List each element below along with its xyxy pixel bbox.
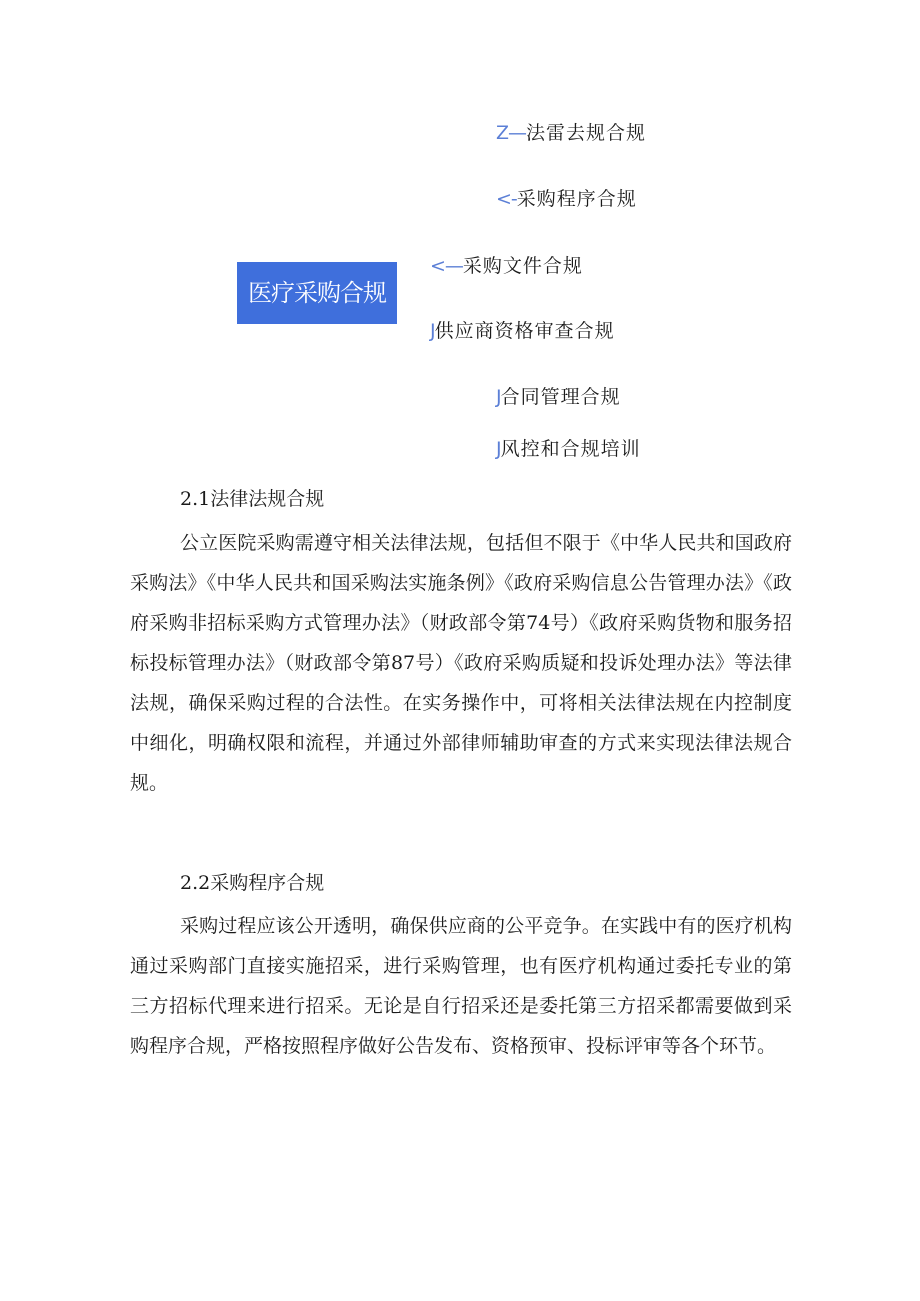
- section-heading-2-1: 2.1法律法规合规: [180, 488, 325, 510]
- section-heading-2-2: 2.2采购程序合规: [180, 872, 325, 894]
- branch-label: 法雷去规合规: [526, 122, 647, 144]
- diagram-root-box: 医疗采购合规: [237, 262, 397, 324]
- branch-connector: J: [496, 438, 501, 460]
- diagram-branch-supplier: [430, 316, 615, 343]
- branch-connector: J: [430, 320, 435, 342]
- section-paragraph-2-1: 公立医院采购需遵守相关法律法规，包括但不限于《中华人民共和国政府采购法》《中华人民共和国采购法实施条例》《政府采购信息公告管理办法》《政府采购非招标采购方式管理办法》（财政部令第74号）《政府采购货物和服务招标投标管理办法》（财政部令第87号）《政府采购质疑和投诉处理办法》等法律法规，确保采购过程的合法性。在实务操作中，可将相关法律法规在内控制度中细化，明确权限和流程，并通过外部律师辅助审查的方式来实现法律法规合规。: [130, 532, 792, 794]
- branch-connector: <—: [430, 255, 463, 277]
- branch-connector: J: [496, 386, 501, 408]
- branch-label: 合同管理合规: [500, 386, 621, 408]
- section-paragraph-2-2: 采购过程应该公开透明，确保供应商的公平竞争。在实践中有的医疗机构通过采购部门直接实施招采，进行采购管理，也有医疗机构通过委托专业的第三方招标代理来进行招采。无论是自行招采还是委托第三方招采都需要做到采购程序合规，严格按照程序做好公告发布、资格预审、投标评审等各个环节。: [130, 915, 792, 1057]
- diagram-branch-procedure: [496, 184, 637, 211]
- branch-connector: <-: [496, 188, 517, 210]
- diagram-branch-contract: [496, 382, 621, 409]
- branch-label: 采购文件合规: [462, 255, 583, 277]
- compliance-diagram: [0, 0, 920, 470]
- branch-label: 风控和合规培训: [500, 438, 641, 460]
- diagram-branch-legal: [496, 118, 646, 145]
- branch-label: 供应商资格审查合规: [434, 320, 615, 342]
- branch-connector: Z—: [496, 122, 527, 144]
- diagram-branch-documents: [430, 251, 583, 278]
- branch-label: 采购程序合规: [516, 188, 637, 210]
- diagram-branch-risk: [496, 434, 641, 461]
